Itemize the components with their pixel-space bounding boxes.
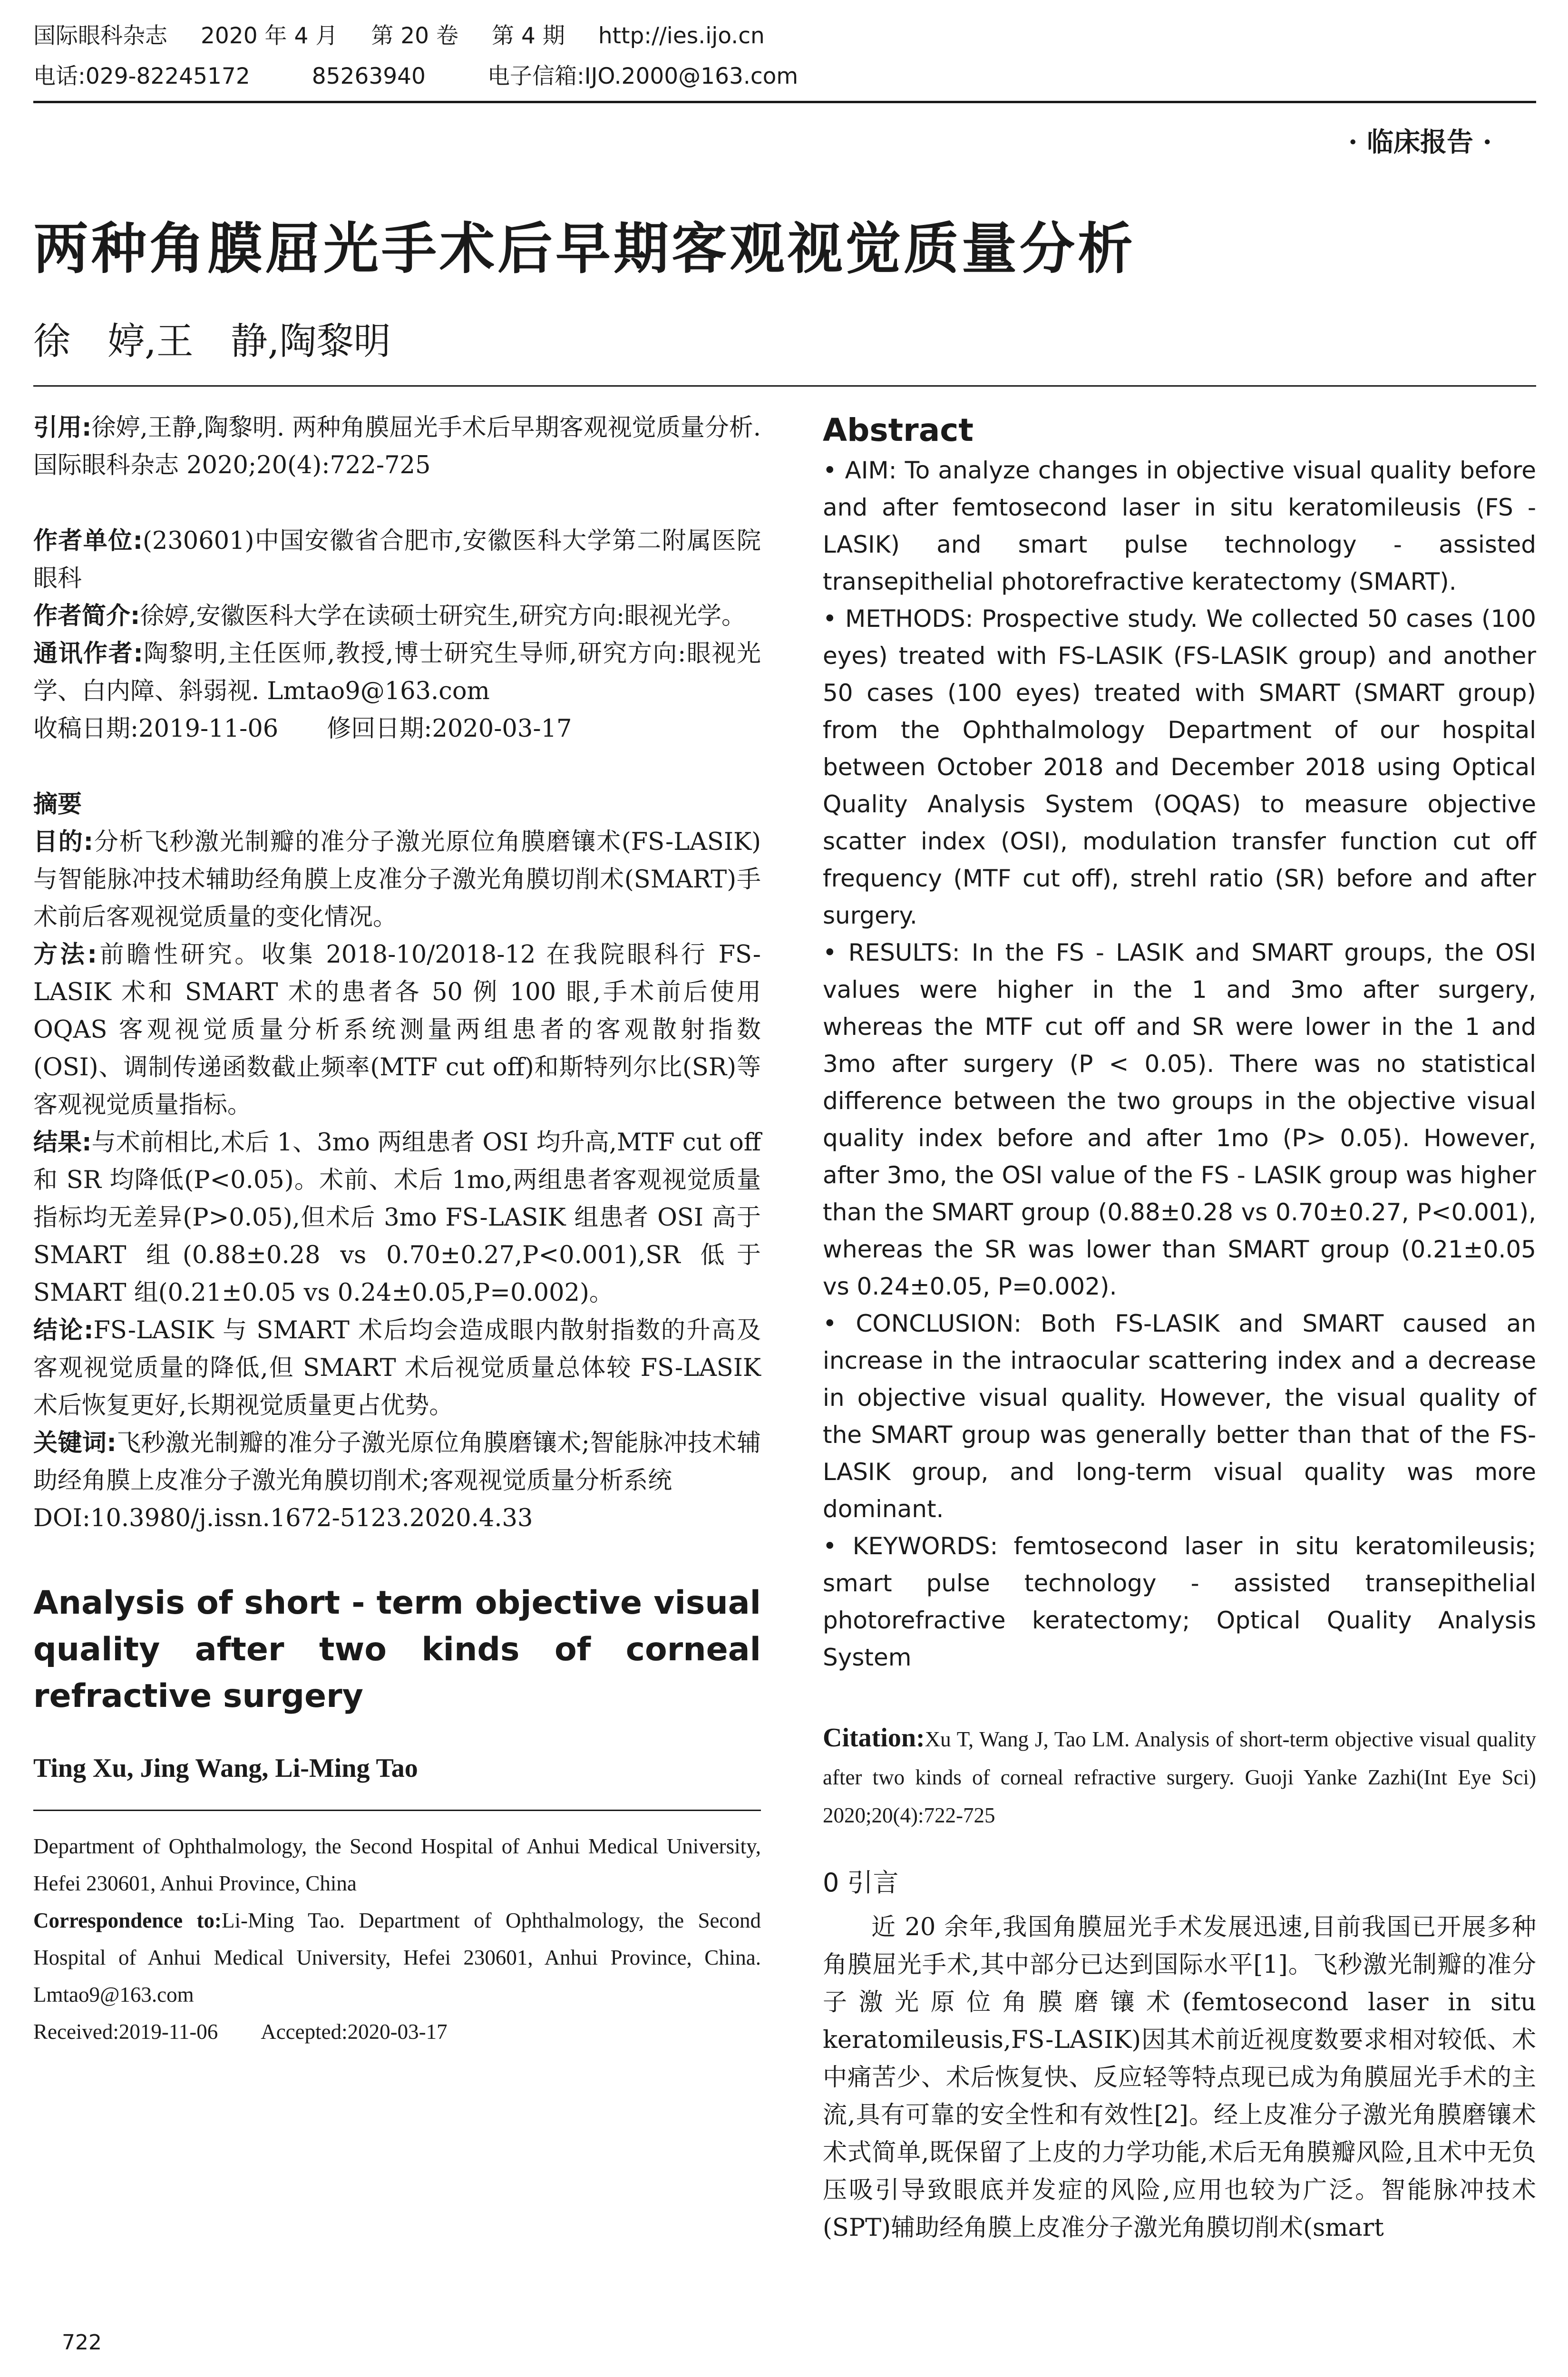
keywords-cn: 关键词:飞秒激光制瓣的准分子激光原位角膜磨镶术;智能脉冲技术辅助经角膜上皮准分子激光角膜切削术;客观视觉质量分析系统 [33,1429,761,1495]
journal-header-line1 [33,19,798,53]
intro-heading: 0 引言 [823,1868,899,1898]
header-journal-name: 国际眼科杂志 [33,23,167,49]
intro-paragraph: 近 20 余年,我国角膜屈光手术发展迅速,目前我国已开展多种角膜屈光手术,其中部分已达到国际水平[1]。飞秒激光制瓣的准分子激光原位角膜磨镶术(femtosecond laser in situ keratomileusis,FS-LASIK)因其术前近视度数要求相对较低、术中痛苦少、术后恢复快、反应轻等特点现已成为角膜屈光手术的主流,具有可靠的安全性和有效性[2]。经上皮准分子激光角膜磨镶术术式简单,既保留了上皮的力学功能,术后无角膜瓣风险,且术中无负压吸引导致眼底并发症的风险,应用也较为广泛。智能脉冲技术(SPT)辅助经角膜上皮准分子激光角膜切削术(smart [823,1913,1536,2242]
abstract-en-aim: • AIM: To analyze changes in objective visual quality before and after femtosecond laser in situ keratomileusis (FS - LASIK) and smart pulse technology - assisted transepithelial photorefractive keratectomy (SMART). [823,457,1536,595]
keywords-en: • KEYWORDS: femtosecond laser in situ keratomileusis; smart pulse technology - assisted transepithelial photorefractive keratectomy; Optical Quality Analysis System [823,1532,1536,1671]
abstract-heading-en: Abstract [823,412,974,448]
header-volume: 第 20 卷 [371,23,459,49]
header-date: 2020 年 4 月 [201,23,338,49]
author-unit: 作者单位:(230601)中国安徽省合肥市,安徽医科大学第二附属医院眼科 [33,527,761,593]
abstract-aim: 目的:分析飞秒激光制瓣的准分子激光原位角膜磨镶术(FS-LASIK)与智能脉冲技术辅助经角膜上皮准分子激光角膜切削术(SMART)手术前后客观视觉质量的变化情况。 [33,828,761,931]
title-rule [33,385,1536,387]
english-authors: Ting Xu, Jing Wang, Li-Ming Tao [33,1754,418,1783]
author-list: 徐 婷,王 静,陶黎明 [33,320,391,363]
english-authors-rule [33,1810,761,1811]
right-column [823,409,1536,2247]
english-correspondence: Correspondence to:Li-Ming Tao. Department of Ophthalmology, the Second Hospital of Anhui Medical University, Hefei 230601, Anhui Province, China. Lmtao9@163.com [33,1909,761,2007]
abstract-heading-cn: 摘要 [33,790,82,818]
corresponding-author: 通讯作者:陶黎明,主任医师,教授,博士研究生导师,研究方向:眼视光学、白内障、斜弱视. Lmtao9@163.com [33,640,761,705]
abstract-methods: 方法:前瞻性研究。收集 2018-10/2018-12 在我院眼科行 FS-LASIK 术和 SMART 术的患者各 50 例 100 眼,手术前后使用 OQAS 客观视觉质量分析系统测量两组患者的客观散射指数(OSI)、调制传递函数截止频率(MTF cut off)和斯特列尔比(SR)等客观视觉质量指标。 [33,941,761,1119]
left-column [33,409,761,2050]
header-phone: 电话:029-82245172 [33,63,250,89]
abstract-en-methods: • METHODS: Prospective study. We collected 50 cases (100 eyes) treated with FS-LASIK (FS-LASIK group) and another 50 cases (100 eyes) treated with SMART (SMART group) from the Ophthalmology Department of our hospital between October 2018 and December 2018 using Optical Quality Analysis System (OQAS) to measure objective scatter index (OSI), modulation transfer function cut off frequency (MTF cut off), strehl ratio (SR) before and after surgery. [823,605,1536,929]
header-rule [33,101,1536,103]
header-email: 电子信箱:IJO.2000@163.com [487,63,799,89]
citation-en: Citation:Xu T, Wang J, Tao LM. Analysis of short-term objective visual quality after two kinds of corneal refractive surgery. Guoji Yanke Zazhi(Int Eye Sci) 2020;20(4):722-725 [823,1723,1536,1827]
received-dates: 收稿日期:2019-11-06 修回日期:2020-03-17 [33,715,572,743]
author-bio: 作者简介:徐婷,安徽医科大学在读硕士研究生,研究方向:眼视光学。 [33,602,746,630]
page-title: 两种角膜屈光手术后早期客观视觉质量分析 [33,216,1136,281]
abstract-en-conclusion: • CONCLUSION: Both FS-LASIK and SMART caused an increase in the intraocular scattering index and a decrease in objective visual quality. However, the visual quality of the SMART group was generally better than that of the FS-LASIK group, and long-term visual quality was more dominant. [823,1310,1536,1523]
header-phone2: 85263940 [312,63,426,89]
english-department: Department of Ophthalmology, the Second Hospital of Anhui Medical University, Hefei 230601, Anhui Province, China [33,1834,761,1895]
journal-header-line2 [33,59,831,94]
abstract-results: 结果:与术前相比,术后 1、3mo 两组患者 OSI 均升高,MTF cut off 和 SR 均降低(P<0.05)。术前、术后 1mo,两组患者客观视觉质量指标均无差异(P>0.05),但术后 3mo FS-LASIK 组患者 OSI 高于 SMART 组(0.88±0.28 vs 0.70±0.27,P<0.001),SR 低于 SMART 组(0.21±0.05 vs 0.24±0.05,P=0.002)。 [33,1129,761,1307]
english-title: Analysis of short - term objective visual quality after two kinds of corneal refractive surgery [33,1584,761,1715]
abstract-en-results: • RESULTS: In the FS - LASIK and SMART groups, the OSI values were higher in the 1 and 3mo after surgery, whereas the MTF cut off and SR were lower in the 1 and 3mo after surgery (P < 0.05). There was no statistical difference between the two groups in the objective visual quality index before and after 1mo (P> 0.05). However, after 3mo, the OSI value of the FS - LASIK group was higher than the SMART group (0.88±0.28 vs 0.70±0.27, P<0.001), whereas the SR was lower than SMART group (0.21±0.05 vs 0.24±0.05, P=0.002). [823,939,1536,1300]
section-tag: · 临床报告 · [1348,127,1492,158]
english-dates: Received:2019-11-06 Accepted:2020-03-17 [33,2020,448,2044]
doi: DOI:10.3980/j.issn.1672-5123.2020.4.33 [33,1504,533,1532]
header-issue: 第 4 期 [492,23,565,49]
header-url: http://ies.ijo.cn [598,23,765,49]
citation-block: 引用:徐婷,王静,陶黎明. 两种角膜屈光手术后早期客观视觉质量分析. 国际眼科杂志 2020;20(4):722-725 [33,414,761,479]
abstract-conclusion: 结论:FS-LASIK 与 SMART 术后均会造成眼内散射指数的升高及客观视觉质量的降低,但 SMART 术后视觉质量总体较 FS-LASIK 术后恢复更好,长期视觉质量更占优势。 [33,1316,761,1420]
page-number: 722 [62,2330,102,2355]
